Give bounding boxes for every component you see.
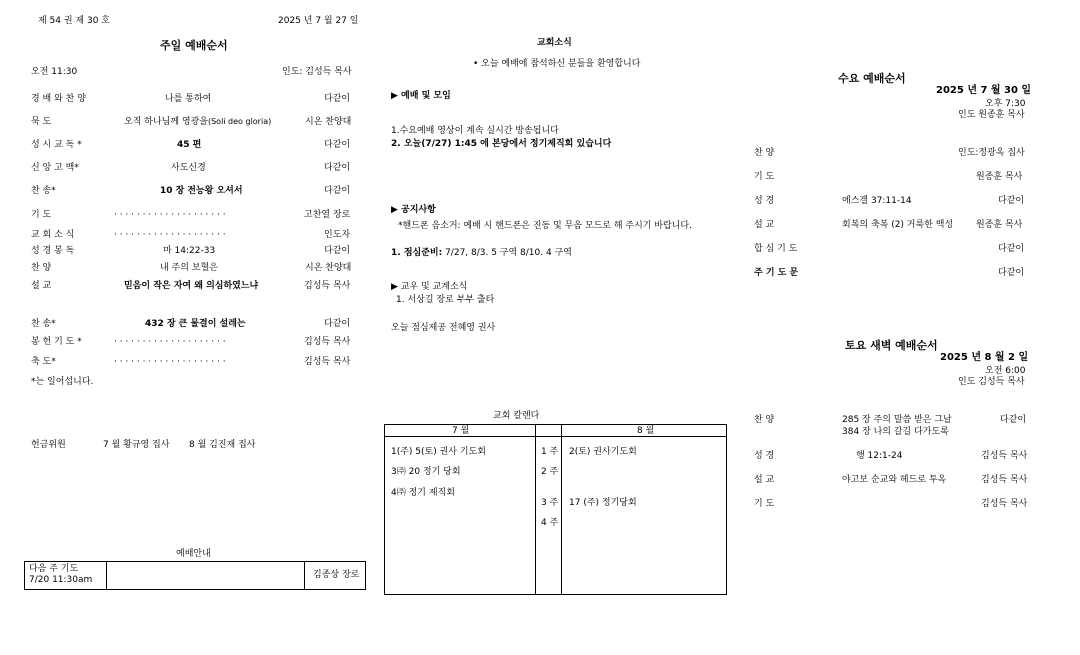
order-dots: · · · · · · · · · · · · · · · · · · · · [114, 230, 226, 240]
order-person: 원종훈 목사 [976, 172, 1023, 182]
next-prayer-cell [29, 564, 92, 586]
order-person: 시온 찬양대 [305, 263, 352, 273]
order-label: 기 도 [754, 499, 775, 509]
order-person: 김성득 목사 [304, 281, 351, 291]
order-dots: · · · · · · · · · · · · · · · · · · · · [114, 210, 226, 220]
church-calendar [384, 424, 727, 595]
sunday-service-title: 주일 예배순서 [160, 39, 228, 52]
order-person: 고찬열 장로 [304, 210, 351, 220]
order-person: 인도자 [324, 230, 351, 240]
order-label: 성 경 [754, 451, 775, 461]
order-label: 성 경 [754, 196, 775, 206]
order-dots: · · · · · · · · · · · · · · · · · · · · [114, 357, 226, 367]
order-label: 설 교 [754, 220, 775, 230]
calendar-divider [535, 425, 536, 594]
saturday-date: 2025 년 8 월 2 일 [940, 352, 1029, 363]
wednesday-time: 오후 7:30 [985, 99, 1026, 109]
order-person: 김성득 목사 [304, 357, 351, 367]
order-content: 384 장 나의 갈길 다가도록 [842, 427, 949, 437]
saturday-time: 오전 6:00 [985, 366, 1026, 376]
order-content: 행 12:1-24 [856, 451, 903, 461]
calendar-august-item: 2(토) 권사기도회 [569, 447, 637, 457]
order-person: 시온 찬양대 [305, 117, 352, 127]
order-content: 285 장 주의 말씀 받은 그날 [842, 415, 952, 425]
order-person: 다같이 [998, 244, 1025, 254]
order-label: 설 교 [31, 281, 52, 291]
order-person: 다같이 [324, 246, 351, 256]
worship-item: 2. 오늘(7/27) 1:45 에 본당에서 정기제직회 있습니다 [391, 139, 612, 149]
order-label: 기 도 [31, 210, 52, 220]
order-person: 다같이 [998, 268, 1025, 278]
order-content: 마 14:22-33 [163, 246, 216, 256]
order-person: 다같이 [1000, 415, 1027, 425]
calendar-week: 1 주 [541, 447, 559, 457]
order-label: 신 앙 고 백* [31, 163, 79, 173]
volume-number: 제 54 권 제 30 호 [38, 16, 110, 26]
order-person: 원종훈 목사 [976, 220, 1023, 230]
next-prayer-label: 다음 주 기도 [29, 564, 79, 574]
standing-note: *는 일어섭니다. [31, 377, 94, 387]
order-label: 찬 양 [754, 415, 775, 425]
order-person: 인도:정광옥 집사 [958, 148, 1025, 158]
saturday-service-title: 토요 새벽 예배순서 [845, 339, 938, 352]
wednesday-service-title: 수요 예배순서 [838, 72, 906, 85]
welcome-text: • 오늘 예배에 참석하신 분들을 환영합니다 [473, 59, 641, 69]
offering-july: 7 월 황규영 집사 [103, 440, 170, 450]
order-person: 김성득 목사 [981, 475, 1028, 485]
order-content: 사도신경 [171, 163, 206, 173]
calendar-july-item: 4㈜ 정기 제직회 [391, 488, 455, 498]
church-news-title: 교회소식 [537, 38, 572, 48]
cell-divider [106, 562, 107, 589]
calendar-week: 3 주 [541, 498, 559, 508]
sunday-service-leader: 인도: 김성득 목사 [282, 67, 352, 77]
wednesday-leader: 인도 원종훈 목사 [958, 110, 1025, 120]
order-label: 축 도* [31, 357, 56, 367]
order-person: 다같이 [324, 140, 351, 150]
service-guide-title: 예배안내 [176, 549, 211, 559]
order-label: 합 심 기 도 [754, 244, 798, 254]
notice-text: *핸드폰 음소거: 예배 시 핸드폰은 진동 및 무음 모드로 해 주시기 바랍니다. [398, 221, 692, 231]
order-label: 찬 송* [31, 319, 56, 329]
order-person: 김성득 목사 [981, 499, 1028, 509]
calendar-july-header: 7 월 [452, 426, 470, 436]
order-content: 나를 통하여 [165, 94, 212, 104]
order-content: 432 장 큰 물결이 설레는 [145, 319, 246, 329]
order-person: 다같이 [998, 196, 1025, 206]
fellowship-item: 1. 서상길 장로 부부 출타 [396, 295, 495, 305]
calendar-divider [561, 425, 562, 594]
order-content: 에스겔 37:11-14 [842, 196, 912, 206]
offering-august: 8 월 김진재 집사 [189, 440, 256, 450]
wednesday-date: 2025 년 7 월 30 일 [936, 85, 1032, 96]
calendar-july-item: 1(주) 5(토) 권사 기도회 [391, 447, 486, 457]
bulletin-date: 2025 년 7 월 27 일 [278, 16, 359, 26]
calendar-july-item: 3㈜ 20 정기 당회 [391, 467, 461, 477]
calendar-august-item: 17 (주) 정기당회 [569, 498, 637, 508]
order-person: 김성득 목사 [304, 337, 351, 347]
order-label: 찬 송* [31, 186, 56, 196]
order-label: 묵 도 [31, 117, 52, 127]
cell-divider [304, 562, 305, 589]
order-label: 성 경 봉 독 [31, 246, 75, 256]
calendar-header-line [385, 436, 726, 437]
lunch-provider: 오늘 점심제공 전혜영 권사 [391, 323, 496, 333]
order-person: 다같이 [324, 94, 351, 104]
calendar-august-header: 8 월 [637, 426, 655, 436]
order-label: 교 회 소 식 [31, 230, 75, 240]
order-label: 설 교 [754, 475, 775, 485]
order-person: 다같이 [324, 186, 351, 196]
order-label: 찬 양 [31, 263, 52, 273]
order-person: 다같이 [324, 163, 351, 173]
next-prayer-date: 7/20 11:30am [29, 574, 93, 585]
worship-heading: ▶ 예배 및 모임 [391, 91, 451, 101]
order-content: 45 편 [177, 140, 202, 150]
order-content: 야고보 순교와 헤드로 투옥 [842, 475, 947, 485]
offering-label: 헌금위원 [31, 440, 66, 450]
lunch-schedule: 1. 점심준비: 7/27, 8/3. 5 구역 8/10. 4 구역 [391, 248, 572, 258]
order-label: 경 배 와 찬 양 [31, 94, 86, 104]
notice-heading: ▶ 공지사항 [391, 205, 436, 215]
order-label: 기 도 [754, 172, 775, 182]
order-content: 내 주의 보혈은 [160, 263, 218, 273]
worship-item: 1.수요예배 영상이 계속 실시간 방송됩니다 [391, 126, 559, 136]
sunday-service-time: 오전 11:30 [31, 67, 78, 77]
service-guide-box [24, 561, 366, 590]
sermon-title: 믿음이 작은 자여 왜 의심하였느냐 [124, 281, 259, 291]
fellowship-heading: ▶ 교우 및 교계소식 [391, 282, 468, 292]
calendar-week: 2 주 [541, 467, 559, 477]
saturday-leader: 인도 김성득 목사 [958, 377, 1025, 387]
order-label: 성 시 교 독 * [31, 140, 82, 150]
order-content: 오직 하나님께 영광을(Soli deo gloria) [124, 117, 272, 127]
order-label: 주 기 도 문 [754, 268, 799, 278]
calendar-title: 교회 칼렌다 [493, 411, 540, 421]
order-content: 회복의 축복 (2) 거룩한 백성 [842, 220, 954, 230]
order-person: 다같이 [324, 319, 351, 329]
order-content: 10 장 전능왕 오셔서 [160, 186, 243, 196]
order-person: 김성득 목사 [981, 451, 1028, 461]
calendar-week: 4 주 [541, 518, 559, 528]
next-prayer-name: 김종상 장로 [313, 570, 360, 580]
order-label: 찬 양 [754, 148, 775, 158]
order-label: 봉 헌 기 도 * [31, 337, 82, 347]
order-dots: · · · · · · · · · · · · · · · · · · · · [114, 337, 226, 347]
